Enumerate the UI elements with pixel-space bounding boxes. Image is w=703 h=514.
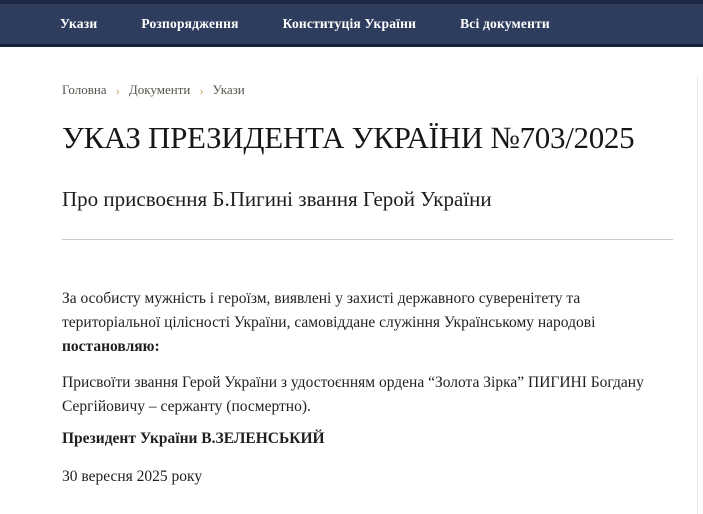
document-page (0, 82, 703, 489)
decree-resolution-paragraph: Присвоїти звання Герой України з удостоєнням ордена “Золота Зірка” ПИГИНІ Богдану Сергійовичу – сержанту (посмертно). (62, 374, 644, 415)
preamble-text: За особисту мужність і героїзм, виявлені у захисті державного суверенітету та територіальної цілісності України, самовіддане служіння Українському народові (62, 290, 596, 331)
preamble-bold-word: постановляю: (62, 338, 160, 355)
divider (62, 239, 673, 240)
page-title: УКАЗ ПРЕЗИДЕНТА УКРАЇНИ №703/2025 (62, 120, 635, 155)
president-signature: Президент України В.ЗЕЛЕНСЬКИЙ (62, 430, 325, 447)
breadcrumb-home-link[interactable]: Головна (62, 82, 107, 97)
breadcrumb (62, 82, 673, 98)
content-right-border (697, 75, 698, 514)
breadcrumb-separator-icon: › (115, 82, 120, 98)
nav-item-constitution[interactable]: Конституція України (282, 16, 417, 31)
nav-item-decrees[interactable]: Укази (60, 16, 98, 31)
document-date: 30 вересня 2025 року (62, 468, 203, 485)
nav-item-orders[interactable]: Розпорядження (141, 16, 239, 31)
document-subtitle: Про присвоєння Б.Пигині звання Герой України (62, 187, 492, 211)
decree-preamble-paragraph (62, 287, 674, 359)
top-nav (0, 0, 703, 47)
document-body (62, 287, 673, 489)
breadcrumb-documents-link[interactable]: Документи (128, 82, 191, 97)
breadcrumb-separator-icon: › (199, 82, 204, 98)
nav-item-all-documents[interactable]: Всі документи (460, 16, 550, 31)
breadcrumb-decrees-link[interactable]: Укази (212, 82, 245, 97)
